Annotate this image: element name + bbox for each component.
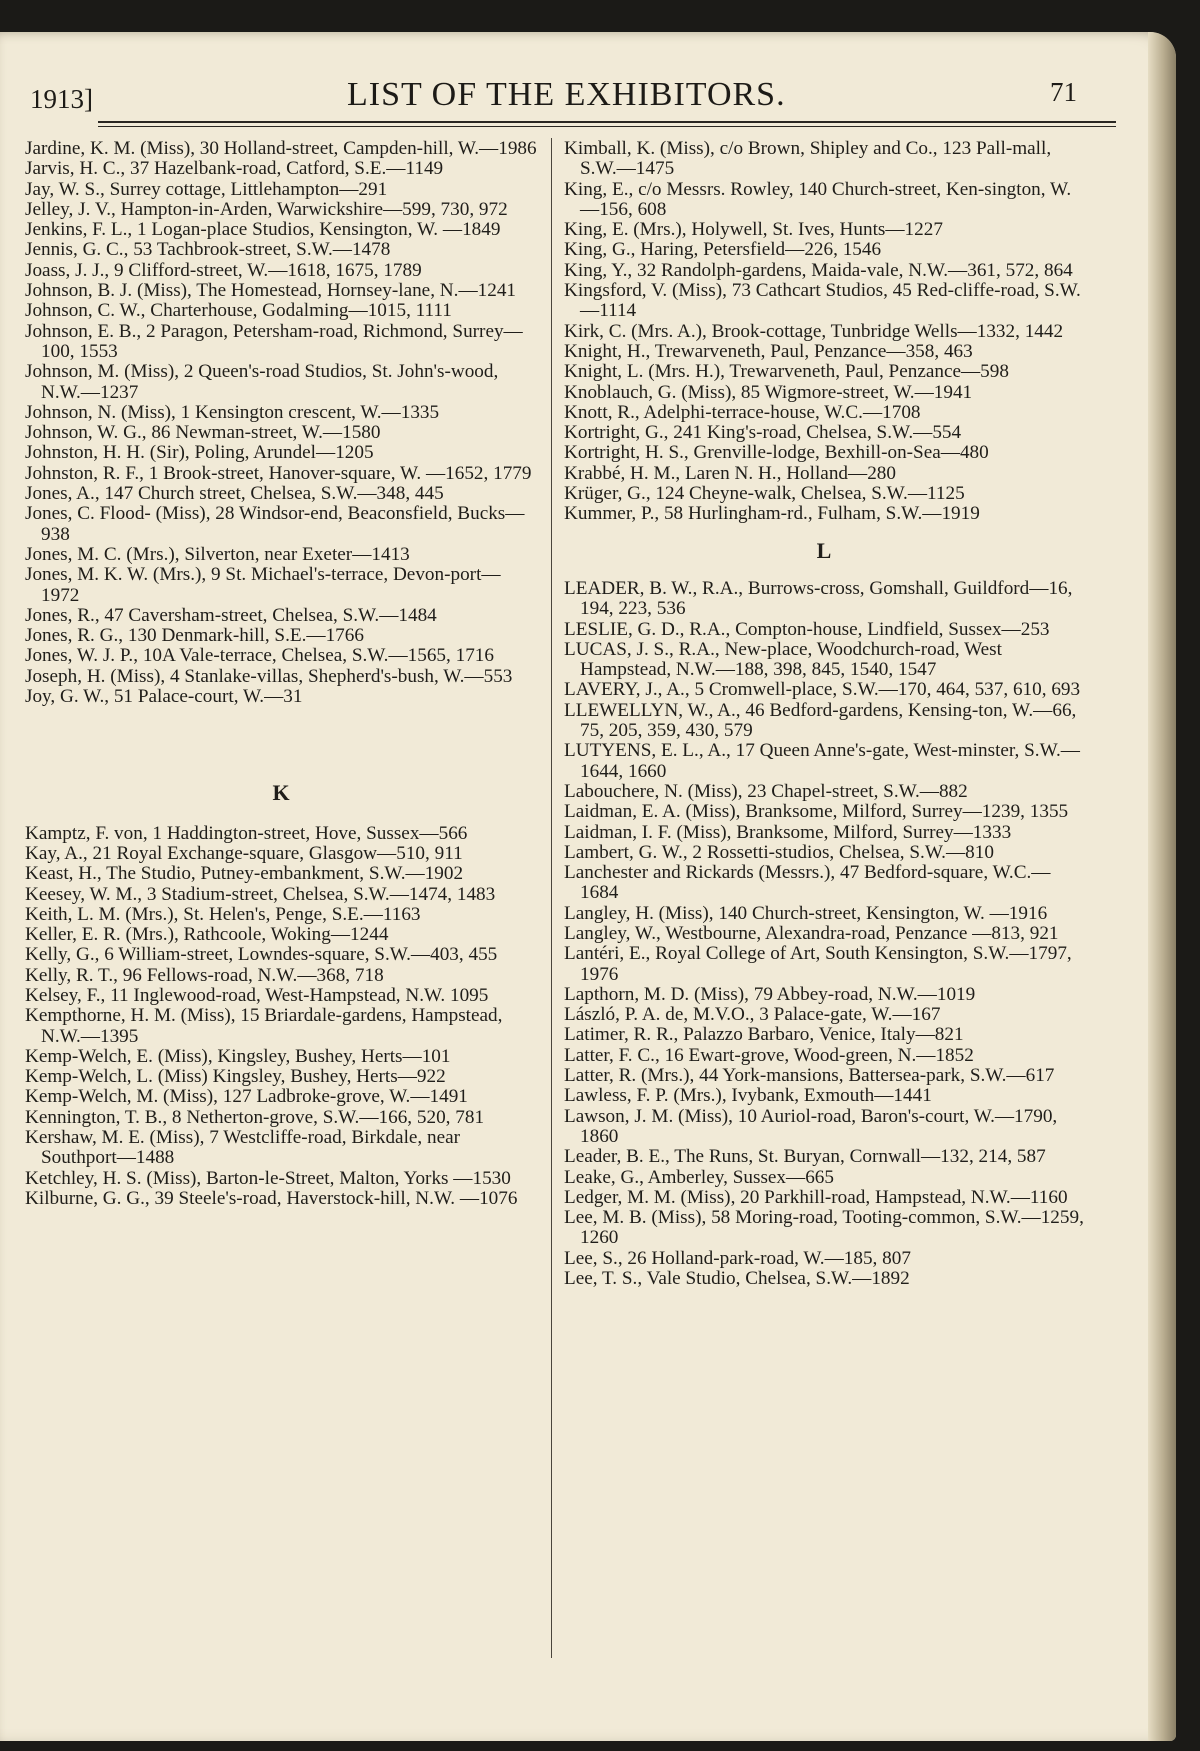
directory-entry: Jay, W. S., Surrey cottage, Littlehampton—291 <box>25 178 388 200</box>
directory-entry: Lapthorn, M. D. (Miss), 79 Abbey-road, N.W.—1019 <box>564 983 976 1005</box>
header-rule-thin <box>98 126 1116 127</box>
directory-entry: Lee, S., 26 Holland-park-road, W.—185, 807 <box>564 1247 911 1269</box>
directory-entry: Kortright, H. S., Grenville-lodge, Bexhill-on-Sea—480 <box>564 442 989 464</box>
directory-entry: King, E. (Mrs.), Holywell, St. Ives, Hunts—1227 <box>564 219 943 241</box>
directory-entry: Kelly, G., 6 William-street, Lowndes-square, S.W.—403, 455 <box>25 944 498 966</box>
directory-entry: Johnston, R. F., 1 Brook-street, Hanover-square, W. —1652, 1779 <box>25 462 532 484</box>
directory-entry: Krüger, G., 124 Cheyne-walk, Chelsea, S.W.—1125 <box>564 483 965 505</box>
directory-entry: Kilburne, G. G., 39 Steele's-road, Haverstock-hill, N.W. —1076 <box>25 1187 518 1209</box>
directory-entry: Keast, H., The Studio, Putney-embankment, S.W.—1902 <box>25 863 464 885</box>
directory-entry: Kortright, G., 241 King's-road, Chelsea, S.W.—554 <box>564 422 962 444</box>
directory-entry: Kemp-Welch, L. (Miss) Kingsley, Bushey, Herts—922 <box>25 1066 446 1088</box>
directory-entry: Leake, G., Amberley, Sussex—665 <box>564 1166 834 1188</box>
directory-entry: Kennington, T. B., 8 Netherton-grove, S.W.—166, 520, 781 <box>25 1106 485 1128</box>
directory-entry: Lanchester and Rickards (Messrs.), 47 Bedford-square, W.C.—1684 <box>564 862 1051 904</box>
directory-entry: Jones, R. G., 130 Denmark-hill, S.E.—1766 <box>25 625 364 647</box>
directory-entry: Johnson, N. (Miss), 1 Kensington crescent, W.—1335 <box>25 401 440 423</box>
directory-entry: Joass, J. J., 9 Clifford-street, W.—1618, 1675, 1789 <box>25 259 422 281</box>
directory-entry: László, P. A. de, M.V.O., 3 Palace-gate, W.—167 <box>564 1004 941 1026</box>
directory-entry: Lantéri, E., Royal College of Art, South Kensington, S.W.—1797, 1976 <box>564 943 1072 985</box>
directory-entry: Jarvis, H. C., 37 Hazelbank-road, Catford, S.E.—1149 <box>25 158 444 180</box>
directory-entry: Jardine, K. M. (Miss), 30 Holland-street, Campden-hill, W.—1986 <box>25 138 537 159</box>
directory-entry: Ledger, M. M. (Miss), 20 Parkhill-road, Hampstead, N.W.—1160 <box>564 1186 1068 1208</box>
directory-entry: Jenkins, F. L., 1 Logan-place Studios, Kensington, W. —1849 <box>25 219 501 241</box>
directory-entry: Lawless, F. P. (Mrs.), Ivybank, Exmouth—1441 <box>564 1085 932 1107</box>
directory-entry: Knoblauch, G. (Miss), 85 Wigmore-street, W.—1941 <box>564 381 973 403</box>
directory-entry: Knott, R., Adelphi-terrace-house, W.C.—1708 <box>564 401 921 423</box>
j-entries-list <box>25 139 537 707</box>
directory-entry: King, E., c/o Messrs. Rowley, 140 Church-street, Ken-sington, W.—156, 608 <box>564 178 1072 220</box>
directory-entry: Keith, L. M. (Mrs.), St. Helen's, Penge, S.E.—1163 <box>25 903 421 925</box>
directory-entry: Latter, F. C., 16 Ewart-grove, Wood-green, N.—1852 <box>564 1044 974 1066</box>
directory-entry: Johnston, H. H. (Sir), Poling, Arundel—1205 <box>25 442 374 464</box>
directory-entry: Lawson, J. M. (Miss), 10 Auriol-road, Baron's-court, W.—1790, 1860 <box>564 1105 1058 1147</box>
k-entries-continued-list <box>564 139 1084 525</box>
directory-entry: King, G., Haring, Petersfield—226, 1546 <box>564 239 882 261</box>
right-column <box>564 139 1084 1289</box>
directory-entry: Laidman, E. A. (Miss), Branksome, Milford, Surrey—1239, 1355 <box>564 801 1069 823</box>
directory-entry: Lee, T. S., Vale Studio, Chelsea, S.W.—1892 <box>564 1268 910 1290</box>
directory-entry: Kelly, R. T., 96 Fellows-road, N.W.—368, 718 <box>25 964 384 986</box>
directory-entry: Kay, A., 21 Royal Exchange-square, Glasgow—510, 911 <box>25 842 463 864</box>
directory-entry: Lee, M. B. (Miss), 58 Moring-road, Tooting-common, S.W.—1259, 1260 <box>564 1207 1084 1249</box>
directory-entry: Langley, W., Westbourne, Alexandra-road, Penzance —813, 921 <box>564 922 1059 944</box>
page-title: LIST OF THE EXHIBITORS. <box>347 76 786 113</box>
directory-entry: Johnson, M. (Miss), 2 Queen's-road Studios, St. John's-wood, N.W.—1237 <box>25 361 499 403</box>
directory-entry: LUCAS, J. S., R.A., New-place, Woodchurch-road, West Hampstead, N.W.—188, 398, 845, 1540, 1547 <box>564 638 1002 681</box>
directory-entry: Kelsey, F., 11 Inglewood-road, West-Hampstead, N.W. 1095 <box>25 984 489 1006</box>
directory-entry: Ketchley, H. S. (Miss), Barton-le-Street, Malton, Yorks —1530 <box>25 1167 511 1189</box>
directory-entry: Kershaw, M. E. (Miss), 7 Westcliffe-road, Birkdale, near Southport—1488 <box>25 1127 461 1169</box>
directory-entry: Latter, R. (Mrs.), 44 York-mansions, Battersea-park, S.W.—617 <box>564 1065 1055 1087</box>
directory-entry: Kempthorne, H. M. (Miss), 15 Briardale-gardens, Hampstead, N.W.—1395 <box>25 1005 503 1047</box>
directory-entry: Kirk, C. (Mrs. A.), Brook-cottage, Tunbridge Wells—1332, 1442 <box>564 320 1064 342</box>
directory-entry: Kemp-Welch, E. (Miss), Kingsley, Bushey, Herts—101 <box>25 1045 451 1067</box>
directory-entry: Johnson, E. B., 2 Paragon, Petersham-road, Richmond, Surrey—100, 1553 <box>25 320 523 362</box>
directory-entry: Langley, H. (Miss), 140 Church-street, Kensington, W. —1916 <box>564 902 1048 924</box>
directory-entry: Johnson, W. G., 86 Newman-street, W.—1580 <box>25 422 381 444</box>
directory-entry: Jones, M. K. W. (Mrs.), 9 St. Michael's-terrace, Devon-port—1972 <box>25 564 501 606</box>
directory-entry: Johnson, B. J. (Miss), The Homestead, Hornsey-lane, N.—1241 <box>25 280 517 302</box>
directory-entry: Jones, R., 47 Caversham-street, Chelsea, S.W.—1484 <box>25 604 437 626</box>
directory-entry: Keesey, W. M., 3 Stadium-street, Chelsea, S.W.—1474, 1483 <box>25 883 496 905</box>
directory-entry: Jones, C. Flood- (Miss), 28 Windsor-end, Beaconsfield, Bucks—938 <box>25 503 525 545</box>
directory-entry: LEADER, B. W., R.A., Burrows-cross, Gomshall, Guildford—16, 194, 223, 536 <box>564 577 1073 620</box>
header-rule <box>98 121 1116 123</box>
directory-entry: LAVERY, J., A., 5 Cromwell-place, S.W.—170, 464, 537, 610, 693 <box>564 679 1081 701</box>
directory-entry: Laidman, I. F. (Miss), Branksome, Milford, Surrey—1333 <box>564 821 1012 843</box>
directory-entry: Kummer, P., 58 Hurlingham-rd., Fulham, S.W.—1919 <box>564 503 980 525</box>
directory-entry: Kamptz, F. von, 1 Haddington-street, Hove, Sussex—566 <box>25 822 468 844</box>
directory-entry: Jones, M. C. (Mrs.), Silverton, near Exeter—1413 <box>25 543 410 565</box>
directory-entry: Krabbé, H. M., Laren N. H., Holland—280 <box>564 462 896 484</box>
directory-entry: Jones, W. J. P., 10A Vale-terrace, Chelsea, S.W.—1565, 1716 <box>25 645 494 667</box>
directory-entry: Joseph, H. (Miss), 4 Stanlake-villas, Shepherd's-bush, W.—553 <box>25 665 513 687</box>
directory-entry: Lambert, G. W., 2 Rossetti-studios, Chelsea, S.W.—810 <box>564 841 994 863</box>
directory-entry: Keller, E. R. (Mrs.), Rathcoole, Woking—1244 <box>25 924 389 946</box>
directory-page <box>0 32 1176 1741</box>
page-number: 71 <box>1050 77 1077 107</box>
directory-entry: Knight, H., Trewarveneth, Paul, Penzance—358, 463 <box>564 340 973 362</box>
directory-entry: LUTYENS, E. L., A., 17 Queen Anne's-gate, West-minster, S.W.—1644, 1660 <box>564 740 1080 782</box>
directory-entry: Kimball, K. (Miss), c/o Brown, Shipley and Co., 123 Pall-mall, S.W.—1475 <box>564 138 1052 180</box>
directory-entry: Kemp-Welch, M. (Miss), 127 Ladbroke-grove, W.—1491 <box>25 1086 468 1108</box>
directory-entry: King, Y., 32 Randolph-gardens, Maida-vale, N.W.—361, 572, 864 <box>564 259 1073 281</box>
directory-entry: Jones, A., 147 Church street, Chelsea, S.W.—348, 445 <box>25 483 444 505</box>
directory-entry: LLEWELLYN, W., A., 46 Bedford-gardens, Kensing-ton, W.—66, 75, 205, 359, 430, 579 <box>564 699 1077 742</box>
section-heading-k: K <box>272 780 290 806</box>
directory-entry: Jennis, G. C., 53 Tachbrook-street, S.W.—1478 <box>25 239 391 261</box>
directory-entry: Johnson, C. W., Charterhouse, Godalming—1015, 1111 <box>25 300 452 322</box>
directory-entry: Latimer, R. R., Palazzo Barbaro, Venice, Italy—821 <box>564 1024 964 1046</box>
section-heading-l: L <box>816 537 832 563</box>
directory-entry: Labouchere, N. (Miss), 23 Chapel-street, S.W.—882 <box>564 780 968 802</box>
header-year: 1913] <box>30 84 93 114</box>
l-entries-list <box>564 579 1084 1289</box>
left-column <box>25 139 537 1209</box>
directory-entry: Leader, B. E., The Runs, St. Buryan, Cornwall—132, 214, 587 <box>564 1146 1046 1168</box>
directory-entry: Joy, G. W., 51 Palace-court, W.—31 <box>25 686 303 708</box>
directory-entry: Kingsford, V. (Miss), 73 Cathcart Studios, 45 Red-cliffe-road, S.W.—1114 <box>564 280 1081 322</box>
column-divider <box>551 138 552 1658</box>
directory-entry: LESLIE, G. D., R.A., Compton-house, Lindfield, Sussex—253 <box>564 618 1050 640</box>
page-header <box>0 32 1176 142</box>
directory-entry: Knight, L. (Mrs. H.), Trewarveneth, Paul, Penzance—598 <box>564 361 1009 383</box>
book-spine-shadow <box>1148 32 1176 1741</box>
k-entries-list <box>25 824 537 1210</box>
directory-entry: Jelley, J. V., Hampton-in-Arden, Warwickshire—599, 730, 972 <box>25 198 508 220</box>
